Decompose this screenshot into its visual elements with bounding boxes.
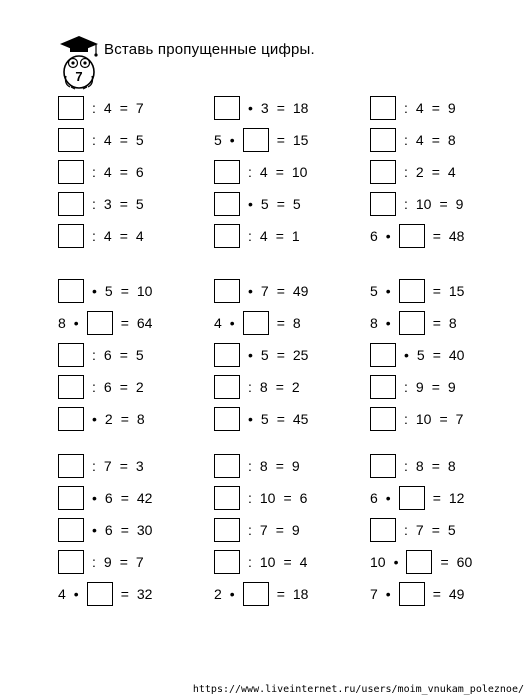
equals-sign: = — [275, 522, 284, 538]
equals-sign: = — [276, 411, 285, 427]
equals-sign: = — [431, 522, 440, 538]
answer-box[interactable] — [58, 192, 84, 216]
divide-sign: : — [404, 100, 408, 116]
equation-row — [370, 516, 456, 544]
number: 9 — [455, 196, 464, 212]
equation-row — [214, 341, 308, 369]
equation-row — [58, 548, 144, 576]
divide-sign: : — [92, 554, 96, 570]
divide-sign: : — [92, 196, 96, 212]
divide-sign: : — [248, 379, 252, 395]
multiply-sign: • — [229, 132, 235, 148]
equation-row — [214, 126, 308, 154]
number: 7 — [135, 100, 144, 116]
number: 5 — [104, 283, 113, 299]
number: 6 — [103, 379, 112, 395]
number: 8 — [259, 379, 268, 395]
number: 18 — [292, 100, 309, 116]
answer-box[interactable] — [214, 486, 240, 510]
equals-sign: = — [119, 100, 128, 116]
multiply-sign: • — [385, 228, 391, 244]
answer-box[interactable] — [370, 454, 396, 478]
equals-sign: = — [119, 196, 128, 212]
equation-row — [370, 341, 464, 369]
equals-sign: = — [119, 228, 128, 244]
number: 5 — [292, 196, 301, 212]
multiply-sign: • — [248, 196, 253, 212]
equals-sign: = — [283, 554, 292, 570]
divide-sign: : — [248, 458, 252, 474]
number: 2 — [415, 164, 424, 180]
answer-box[interactable] — [58, 96, 84, 120]
divide-sign: : — [404, 196, 408, 212]
equals-sign: = — [283, 490, 292, 506]
number: 6 — [103, 347, 112, 363]
number: 25 — [292, 347, 309, 363]
number: 9 — [447, 379, 456, 395]
number: 6 — [104, 490, 113, 506]
divide-sign: : — [248, 228, 252, 244]
number: 6 — [370, 228, 378, 244]
equals-sign: = — [276, 283, 285, 299]
number: 9 — [291, 522, 300, 538]
divide-sign: : — [248, 490, 252, 506]
answer-box[interactable] — [214, 550, 240, 574]
equation-row — [58, 373, 144, 401]
number: 10 — [259, 490, 276, 506]
equals-sign: = — [120, 315, 129, 331]
equals-sign: = — [431, 132, 440, 148]
equals-sign: = — [432, 283, 441, 299]
answer-box[interactable] — [58, 518, 84, 542]
number: 7 — [370, 586, 378, 602]
equation-row — [370, 405, 463, 433]
number: 4 — [103, 132, 112, 148]
answer-box[interactable] — [58, 343, 84, 367]
source-url: https://www.liveinternet.ru/users/moim_vnukam_poleznoe/ — [192, 684, 524, 695]
number: 1 — [291, 228, 300, 244]
equals-sign: = — [439, 411, 448, 427]
number: 7 — [259, 522, 268, 538]
multiply-sign: • — [248, 100, 253, 116]
equals-sign: = — [119, 347, 128, 363]
equation-row — [214, 516, 300, 544]
equation-row — [214, 548, 307, 576]
number: 8 — [58, 315, 66, 331]
answer-box[interactable] — [370, 343, 396, 367]
number: 3 — [103, 196, 112, 212]
divide-sign: : — [248, 522, 252, 538]
owl-mascot-icon — [58, 32, 100, 92]
answer-box[interactable] — [214, 192, 240, 216]
equation-row — [370, 190, 463, 218]
number: 18 — [292, 586, 309, 602]
number: 9 — [415, 379, 424, 395]
divide-sign: : — [248, 554, 252, 570]
answer-box[interactable] — [58, 375, 84, 399]
equation-row — [214, 190, 301, 218]
equals-sign: = — [119, 458, 128, 474]
answer-box[interactable] — [58, 128, 84, 152]
equation-row — [370, 373, 456, 401]
equals-sign: = — [119, 379, 128, 395]
badge-number: 7 — [75, 69, 83, 84]
equals-sign: = — [432, 347, 441, 363]
equals-sign: = — [431, 458, 440, 474]
equals-sign: = — [432, 586, 441, 602]
answer-box[interactable] — [370, 160, 396, 184]
multiply-sign: • — [385, 315, 391, 331]
equals-sign: = — [432, 315, 441, 331]
equation-row — [214, 580, 308, 608]
number: 5 — [135, 347, 144, 363]
equation-row — [370, 94, 456, 122]
equation-row — [58, 580, 152, 608]
multiply-sign: • — [73, 586, 79, 602]
number: 7 — [415, 522, 424, 538]
number: 10 — [259, 554, 276, 570]
equation-row — [214, 452, 300, 480]
equation-row — [370, 309, 457, 337]
number: 4 — [259, 228, 268, 244]
number: 42 — [136, 490, 153, 506]
answer-box[interactable] — [243, 311, 269, 335]
equation-row — [370, 548, 472, 576]
number: 8 — [259, 458, 268, 474]
number: 4 — [103, 100, 112, 116]
number: 4 — [299, 554, 308, 570]
number: 8 — [447, 132, 456, 148]
number: 10 — [415, 411, 432, 427]
number: 9 — [103, 554, 112, 570]
answer-box[interactable] — [214, 407, 240, 431]
answer-box[interactable] — [406, 550, 432, 574]
equation-row — [214, 405, 308, 433]
equation-row — [58, 190, 144, 218]
number: 4 — [58, 586, 66, 602]
number: 5 — [416, 347, 425, 363]
answer-box[interactable] — [370, 518, 396, 542]
number: 6 — [135, 164, 144, 180]
multiply-sign: • — [248, 347, 253, 363]
answer-box[interactable] — [399, 311, 425, 335]
equals-sign: = — [120, 522, 129, 538]
number: 5 — [135, 132, 144, 148]
divide-sign: : — [92, 100, 96, 116]
multiply-sign: • — [92, 411, 97, 427]
number: 7 — [260, 283, 269, 299]
answer-box[interactable] — [58, 160, 84, 184]
equation-row — [58, 341, 144, 369]
equation-row — [58, 126, 144, 154]
number: 5 — [447, 522, 456, 538]
multiply-sign: • — [248, 283, 253, 299]
equation-row — [214, 484, 307, 512]
multiply-sign: • — [92, 490, 97, 506]
number: 3 — [135, 458, 144, 474]
number: 10 — [136, 283, 153, 299]
answer-box[interactable] — [214, 160, 240, 184]
number: 4 — [103, 228, 112, 244]
answer-box[interactable] — [87, 311, 113, 335]
equals-sign: = — [120, 586, 129, 602]
number: 45 — [292, 411, 309, 427]
divide-sign: : — [92, 379, 96, 395]
number: 4 — [415, 132, 424, 148]
number: 5 — [214, 132, 222, 148]
equation-row — [214, 158, 307, 186]
number: 7 — [455, 411, 464, 427]
answer-box[interactable] — [87, 582, 113, 606]
answer-box[interactable] — [58, 224, 84, 248]
equals-sign: = — [431, 100, 440, 116]
equals-sign: = — [440, 554, 449, 570]
answer-box[interactable] — [243, 128, 269, 152]
number: 15 — [292, 132, 309, 148]
multiply-sign: • — [393, 554, 399, 570]
answer-box[interactable] — [58, 407, 84, 431]
answer-box[interactable] — [370, 375, 396, 399]
number: 10 — [415, 196, 432, 212]
number: 12 — [448, 490, 465, 506]
equation-row — [58, 405, 145, 433]
equals-sign: = — [275, 228, 284, 244]
divide-sign: : — [92, 132, 96, 148]
divide-sign: : — [404, 164, 408, 180]
equation-row — [370, 222, 464, 250]
divide-sign: : — [92, 458, 96, 474]
number: 4 — [103, 164, 112, 180]
number: 5 — [260, 196, 269, 212]
equals-sign: = — [275, 458, 284, 474]
number: 8 — [370, 315, 378, 331]
equation-row — [58, 94, 144, 122]
divide-sign: : — [404, 379, 408, 395]
equation-row — [58, 452, 144, 480]
number: 8 — [448, 315, 457, 331]
number: 3 — [260, 100, 269, 116]
number: 2 — [104, 411, 113, 427]
number: 4 — [135, 228, 144, 244]
number: 6 — [104, 522, 113, 538]
divide-sign: : — [92, 164, 96, 180]
number: 2 — [291, 379, 300, 395]
number: 49 — [292, 283, 309, 299]
number: 60 — [456, 554, 473, 570]
number: 32 — [136, 586, 153, 602]
equation-row — [370, 126, 456, 154]
answer-box[interactable] — [58, 550, 84, 574]
divide-sign: : — [92, 347, 96, 363]
answer-box[interactable] — [370, 192, 396, 216]
equation-row — [370, 277, 464, 305]
number: 6 — [370, 490, 378, 506]
number: 4 — [214, 315, 222, 331]
number: 49 — [448, 586, 465, 602]
multiply-sign: • — [385, 490, 391, 506]
number: 48 — [448, 228, 465, 244]
number: 8 — [136, 411, 145, 427]
answer-box[interactable] — [399, 279, 425, 303]
answer-box[interactable] — [58, 279, 84, 303]
equals-sign: = — [432, 490, 441, 506]
answer-box[interactable] — [214, 375, 240, 399]
number: 8 — [447, 458, 456, 474]
number: 8 — [292, 315, 301, 331]
multiply-sign: • — [92, 283, 97, 299]
divide-sign: : — [404, 411, 408, 427]
multiply-sign: • — [229, 586, 235, 602]
multiply-sign: • — [385, 283, 391, 299]
answer-box[interactable] — [214, 279, 240, 303]
divide-sign: : — [248, 164, 252, 180]
equation-row — [58, 309, 152, 337]
answer-box[interactable] — [370, 128, 396, 152]
number: 40 — [448, 347, 465, 363]
answer-box[interactable] — [243, 582, 269, 606]
answer-box[interactable] — [370, 407, 396, 431]
equation-row — [214, 373, 300, 401]
equals-sign: = — [431, 379, 440, 395]
equals-sign: = — [119, 554, 128, 570]
number: 5 — [260, 411, 269, 427]
page-title: Вставь пропущенные цифры. — [104, 41, 315, 58]
equals-sign: = — [276, 196, 285, 212]
number: 7 — [103, 458, 112, 474]
equation-row — [214, 277, 308, 305]
number: 10 — [370, 554, 386, 570]
number: 10 — [291, 164, 308, 180]
equals-sign: = — [119, 164, 128, 180]
equals-sign: = — [431, 164, 440, 180]
answer-box[interactable] — [214, 96, 240, 120]
equation-row — [58, 277, 152, 305]
equation-row — [58, 516, 152, 544]
equals-sign: = — [276, 100, 285, 116]
number: 9 — [291, 458, 300, 474]
divide-sign: : — [404, 522, 408, 538]
divide-sign: : — [92, 228, 96, 244]
number: 2 — [214, 586, 222, 602]
answer-box[interactable] — [58, 454, 84, 478]
number: 5 — [260, 347, 269, 363]
equation-row — [214, 309, 301, 337]
equation-row — [214, 94, 308, 122]
number: 6 — [299, 490, 308, 506]
equation-row — [370, 484, 464, 512]
number: 4 — [259, 164, 268, 180]
equation-row — [370, 580, 464, 608]
answer-box[interactable] — [58, 486, 84, 510]
equals-sign: = — [432, 228, 441, 244]
equals-sign: = — [439, 196, 448, 212]
number: 2 — [135, 379, 144, 395]
equation-row — [58, 484, 152, 512]
answer-box[interactable] — [214, 343, 240, 367]
equation-row — [370, 452, 456, 480]
number: 5 — [370, 283, 378, 299]
multiply-sign: • — [73, 315, 79, 331]
answer-box[interactable] — [214, 454, 240, 478]
multiply-sign: • — [92, 522, 97, 538]
answer-box[interactable] — [214, 224, 240, 248]
divide-sign: : — [404, 458, 408, 474]
number: 5 — [135, 196, 144, 212]
equals-sign: = — [276, 315, 285, 331]
equals-sign: = — [120, 283, 129, 299]
equals-sign: = — [276, 132, 285, 148]
answer-box[interactable] — [399, 224, 425, 248]
equals-sign: = — [275, 379, 284, 395]
number: 64 — [136, 315, 153, 331]
equation-row — [58, 158, 144, 186]
equals-sign: = — [276, 586, 285, 602]
multiply-sign: • — [385, 586, 391, 602]
divide-sign: : — [404, 132, 408, 148]
equation-row — [58, 222, 144, 250]
number: 30 — [136, 522, 153, 538]
answer-box[interactable] — [399, 582, 425, 606]
number: 9 — [447, 100, 456, 116]
equals-sign: = — [119, 132, 128, 148]
number: 7 — [135, 554, 144, 570]
number: 4 — [415, 100, 424, 116]
equals-sign: = — [120, 411, 129, 427]
multiply-sign: • — [248, 411, 253, 427]
answer-box[interactable] — [370, 96, 396, 120]
equation-row — [370, 158, 456, 186]
number: 8 — [415, 458, 424, 474]
equals-sign: = — [120, 490, 129, 506]
multiply-sign: • — [404, 347, 409, 363]
answer-box[interactable] — [399, 486, 425, 510]
equals-sign: = — [275, 164, 284, 180]
number: 4 — [447, 164, 456, 180]
equals-sign: = — [276, 347, 285, 363]
number: 15 — [448, 283, 465, 299]
answer-box[interactable] — [214, 518, 240, 542]
multiply-sign: • — [229, 315, 235, 331]
equation-row — [214, 222, 300, 250]
